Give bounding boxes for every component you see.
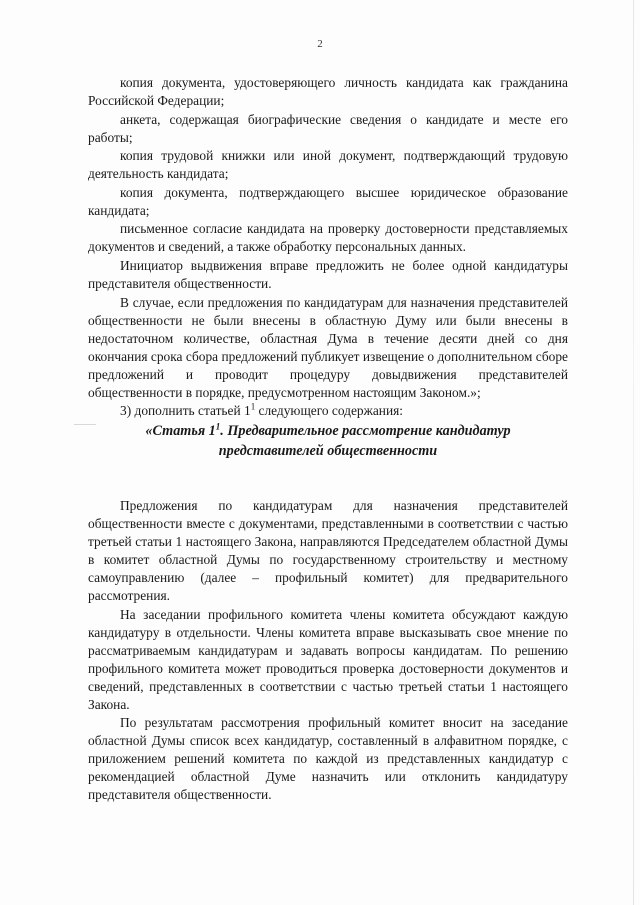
list-item-written-consent: письменное согласие кандидата на проверку достоверности представляемых документов и сведений, а также обработку персональных данных. (88, 221, 568, 255)
list-item-identity-document: копия документа, удостоверяющего личность кандидата как гражданина Российской Федерации; (88, 75, 568, 108)
page-number: 2 (317, 38, 323, 50)
article-superscript: 1 (215, 421, 221, 432)
amendment-prefix: 3) дополнить статьей 1 (120, 403, 251, 419)
list-item-questionnaire: анкета, содержащая биографические сведения о кандидате и месте его работы; (88, 111, 568, 145)
article-title: . Предварительное рассмотрение кандидатур (220, 423, 511, 440)
amendment-suffix: следующего содержания: (255, 403, 404, 419)
list-item-diploma: копия документа, подтверждающего высшее юридическое образование кандидата; (88, 184, 568, 218)
amendment-superscript: 1 (250, 401, 256, 412)
paragraph-review-results: По результатам рассмотрения профильный комитет вносит на заседание областной Думы список всех кандидатур, составленный в алфавитном порядке, с приложением решений комитета по каждой из представленных кандидатур с рекомендацией областной Думе назначить или отклонить кандидатуру представителя общественности. (88, 715, 568, 803)
article-number: «Статья 1 (145, 423, 216, 440)
section-gap (88, 461, 568, 497)
document-body (88, 74, 568, 804)
amendment-item-3 (88, 402, 568, 420)
article-heading-line-1 (88, 421, 568, 441)
paragraph-initiator: Инициатор выдвижения вправе предложить не более одной кандидатуры представителя общественности. (88, 257, 568, 291)
scan-edge (633, 0, 634, 905)
paragraph-committee-meeting: На заседании профильного комитета члены комитета обсуждают каждую кандидатуру в отдельности. Члены комитета вправе высказывать свое мнение по рассматриваемым кандидатурам и задавать вопросы кандидатам. По решению профильного комитета может проводиться проверка достоверности документов и сведений, представленных в соответствии с частью третьей статьи 1 настоящего Закона. (88, 606, 568, 712)
article-heading-line-2: представителей общественности (218, 443, 438, 460)
paragraph-additional-nomination: В случае, если предложения по кандидатурам для назначения представителей общественности не были внесены в областную Думу или были внесены в недостаточном количестве, областная Дума в течение десяти дней со дня окончания срока сбора предложений публикует извещение о дополнительном сборе предложений и проводит процедуру довыдвижения представителей общественности в порядке, предусмотренном настоящим Законом.»; (88, 294, 568, 400)
list-item-work-record: копия трудовой книжки или иной документ, подтверждающий трудовую деятельность кандидата; (88, 148, 568, 182)
article-heading (88, 421, 568, 461)
paragraph-proposals-referral: Предложения по кандидатурам для назначения представителей общественности вместе с документами, представленными в соответствии с частью третьей статьи 1 настоящего Закона, направляются Председателем областной Думы в комитет областной Думы по государственному строительству и местному самоуправлению (далее – профильный комитет) для предварительного рассмотрения. (88, 498, 568, 604)
